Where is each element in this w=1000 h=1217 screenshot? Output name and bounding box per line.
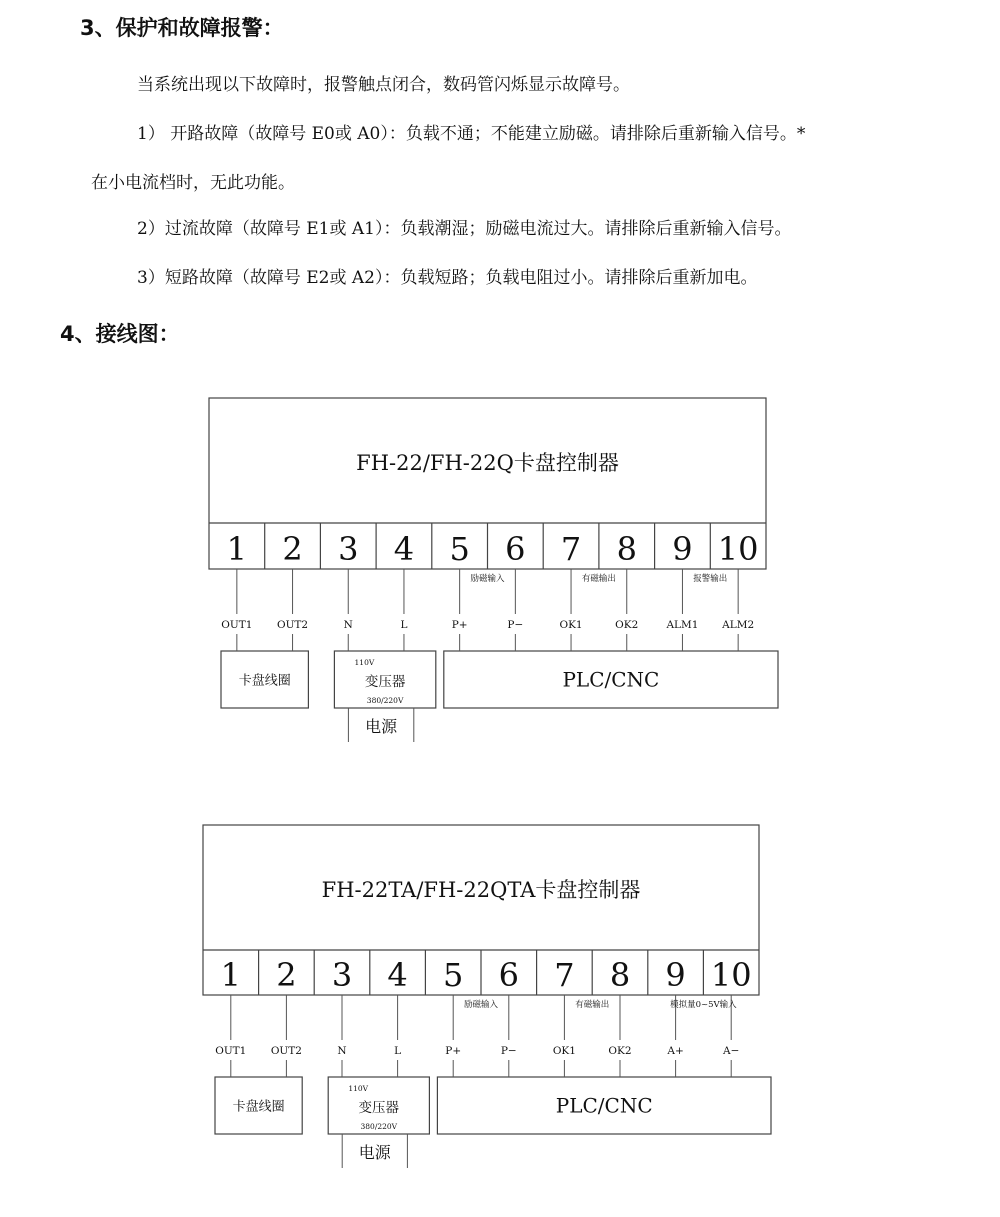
signal-label: P+	[445, 1045, 462, 1057]
transformer-bottom-voltage: 380/220V	[360, 1122, 398, 1131]
wiring-diagram-fh22	[0, 390, 1000, 790]
fault-1-line-1: 1） 开路故障（故障号 E0或 A0）：负载不通；不能建立励磁。请排除后重新输入信号。*	[137, 124, 806, 144]
terminal-number: 7	[554, 956, 575, 994]
coil-label: 卡盘线圈	[238, 673, 291, 689]
section-4-heading: 4、接线图：	[60, 322, 180, 346]
terminal-number: 3	[331, 956, 353, 994]
signal-label: A+	[667, 1045, 684, 1057]
controller-title: FH-22TA/FH-22QTA卡盘控制器	[321, 878, 641, 902]
terminal-number: 5	[443, 956, 464, 994]
fault-2: 2）过流故障（故障号 E1或 A1）：负载潮湿；励磁电流过大。请排除后重新输入信号。	[137, 219, 792, 239]
terminal-number: 9	[665, 956, 686, 994]
terminal-number: 3	[338, 530, 359, 568]
fault-intro: 当系统出现以下故障时，报警触点闭合，数码管闪烁显示故障号。	[137, 75, 630, 95]
terminal-number: 4	[393, 530, 415, 568]
terminal-number: 1	[226, 530, 248, 568]
signal-label: A−	[723, 1045, 740, 1057]
group-label: 有磁输出	[581, 574, 616, 584]
signal-label: N	[337, 1045, 347, 1057]
group-label: 有磁输出	[575, 1000, 610, 1010]
terminal-number: 2	[276, 956, 297, 994]
terminal-number: 10	[710, 956, 752, 994]
terminal-number: 7	[560, 530, 582, 568]
power-label: 电源	[365, 717, 398, 736]
signal-label: OUT2	[276, 619, 309, 631]
fault-1-line-2: 在小电流档时，无此功能。	[91, 173, 295, 193]
signal-label: OUT1	[221, 619, 253, 631]
terminal-number: 6	[505, 530, 526, 568]
plc-label: PLC/CNC	[555, 1093, 653, 1118]
group-label: 励磁输入	[470, 574, 505, 584]
transformer-label: 变压器	[358, 1100, 400, 1116]
power-label: 电源	[358, 1143, 391, 1162]
signal-label: P−	[507, 619, 524, 631]
transformer-bottom-voltage: 380/220V	[366, 696, 404, 705]
transformer-top-voltage: 110V	[354, 658, 375, 667]
terminal-number: 5	[449, 530, 470, 568]
signal-label: OUT2	[270, 1045, 302, 1057]
terminal-number: 10	[717, 530, 759, 568]
signal-label: L	[394, 1045, 402, 1057]
signal-label: OUT1	[215, 1045, 247, 1057]
section-3-heading: 3、保护和故障报警：	[80, 16, 284, 40]
signal-label: OK2	[615, 619, 639, 631]
group-label: 励磁输入	[463, 1000, 499, 1010]
terminal-number: 4	[387, 956, 408, 994]
signal-label: P+	[451, 619, 468, 631]
transformer-label: 变压器	[364, 674, 406, 690]
wiring-diagram-fh22ta	[0, 817, 1000, 1217]
group-label: 报警输出	[693, 574, 728, 584]
terminal-number: 8	[616, 530, 637, 568]
terminal-number: 8	[609, 956, 631, 994]
controller-title: FH-22/FH-22Q卡盘控制器	[356, 451, 619, 475]
signal-label: P−	[500, 1045, 517, 1057]
fault-3: 3）短路故障（故障号 E2或 A2）：负载短路；负载电阻过小。请排除后重新加电。	[137, 268, 758, 288]
signal-label: OK1	[559, 619, 583, 631]
terminal-number: 6	[498, 956, 519, 994]
terminal-number: 2	[282, 530, 303, 568]
signal-label: OK2	[608, 1045, 632, 1057]
signal-label: L	[400, 619, 408, 631]
signal-label: OK1	[552, 1045, 576, 1057]
terminal-number: 1	[220, 956, 241, 994]
group-label: 模拟量0~5V输入	[670, 1000, 737, 1010]
plc-label: PLC/CNC	[562, 667, 660, 692]
coil-label: 卡盘线圈	[232, 1099, 285, 1115]
signal-label: ALM2	[722, 619, 755, 631]
terminal-number: 9	[672, 530, 693, 568]
signal-label: ALM1	[666, 619, 699, 631]
transformer-top-voltage: 110V	[348, 1084, 369, 1093]
signal-label: N	[343, 619, 353, 631]
